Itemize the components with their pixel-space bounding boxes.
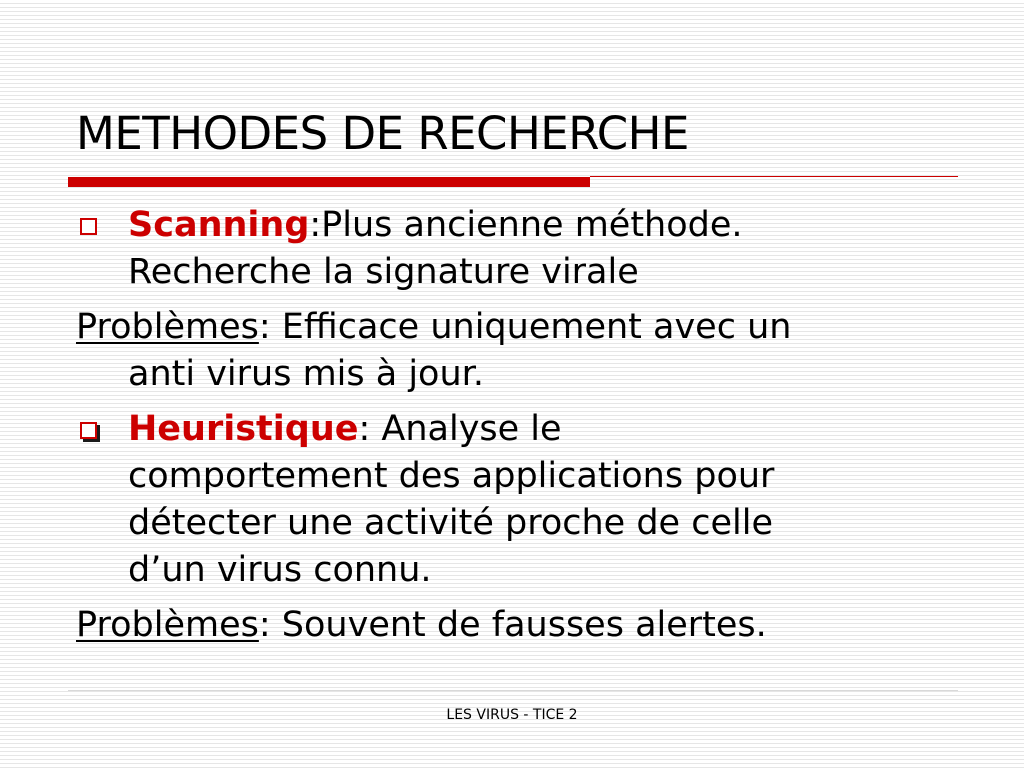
hollow-square-bullet-icon [76, 202, 128, 249]
problems-label: Problèmes [76, 307, 259, 347]
problems-text-line1: : Souvent de fausses alertes. [258, 605, 767, 645]
footer-divider [68, 690, 958, 691]
footer-text: LES VIRUS - TICE 2 [446, 707, 578, 723]
keyword-scanning: Scanning [128, 205, 310, 245]
scanning-text-line1: Plus ancienne méthode. [321, 205, 743, 245]
heuristique-text-line3: détecter une activité proche de celle [128, 503, 773, 543]
problems-text-line2: anti virus mis à jour. [128, 354, 484, 394]
bullet-heuristique [76, 406, 976, 594]
separator: : [358, 409, 371, 449]
title-underline-thick [68, 177, 590, 187]
heuristique-text-line4: d’un virus connu. [128, 550, 432, 590]
slide-body [76, 202, 976, 657]
heuristique-text-line2: comportement des applications pour [128, 456, 775, 496]
heuristique-text-line1: Analyse le [370, 409, 562, 449]
problems-scanning [76, 304, 976, 398]
keyword-heuristique: Heuristique [128, 409, 359, 449]
bullet-scanning [76, 202, 976, 296]
separator: : [309, 205, 322, 245]
slide-title: METHODES DE RECHERCHE [76, 107, 689, 160]
shadowed-square-bullet-icon [76, 406, 128, 453]
title-underline-thin [590, 176, 958, 177]
problems-label: Problèmes [76, 605, 259, 645]
problems-text-line1: : Efficace uniquement avec un [258, 307, 792, 347]
scanning-text-line2: Recherche la signature virale [128, 252, 639, 292]
problems-heuristique [76, 602, 976, 649]
